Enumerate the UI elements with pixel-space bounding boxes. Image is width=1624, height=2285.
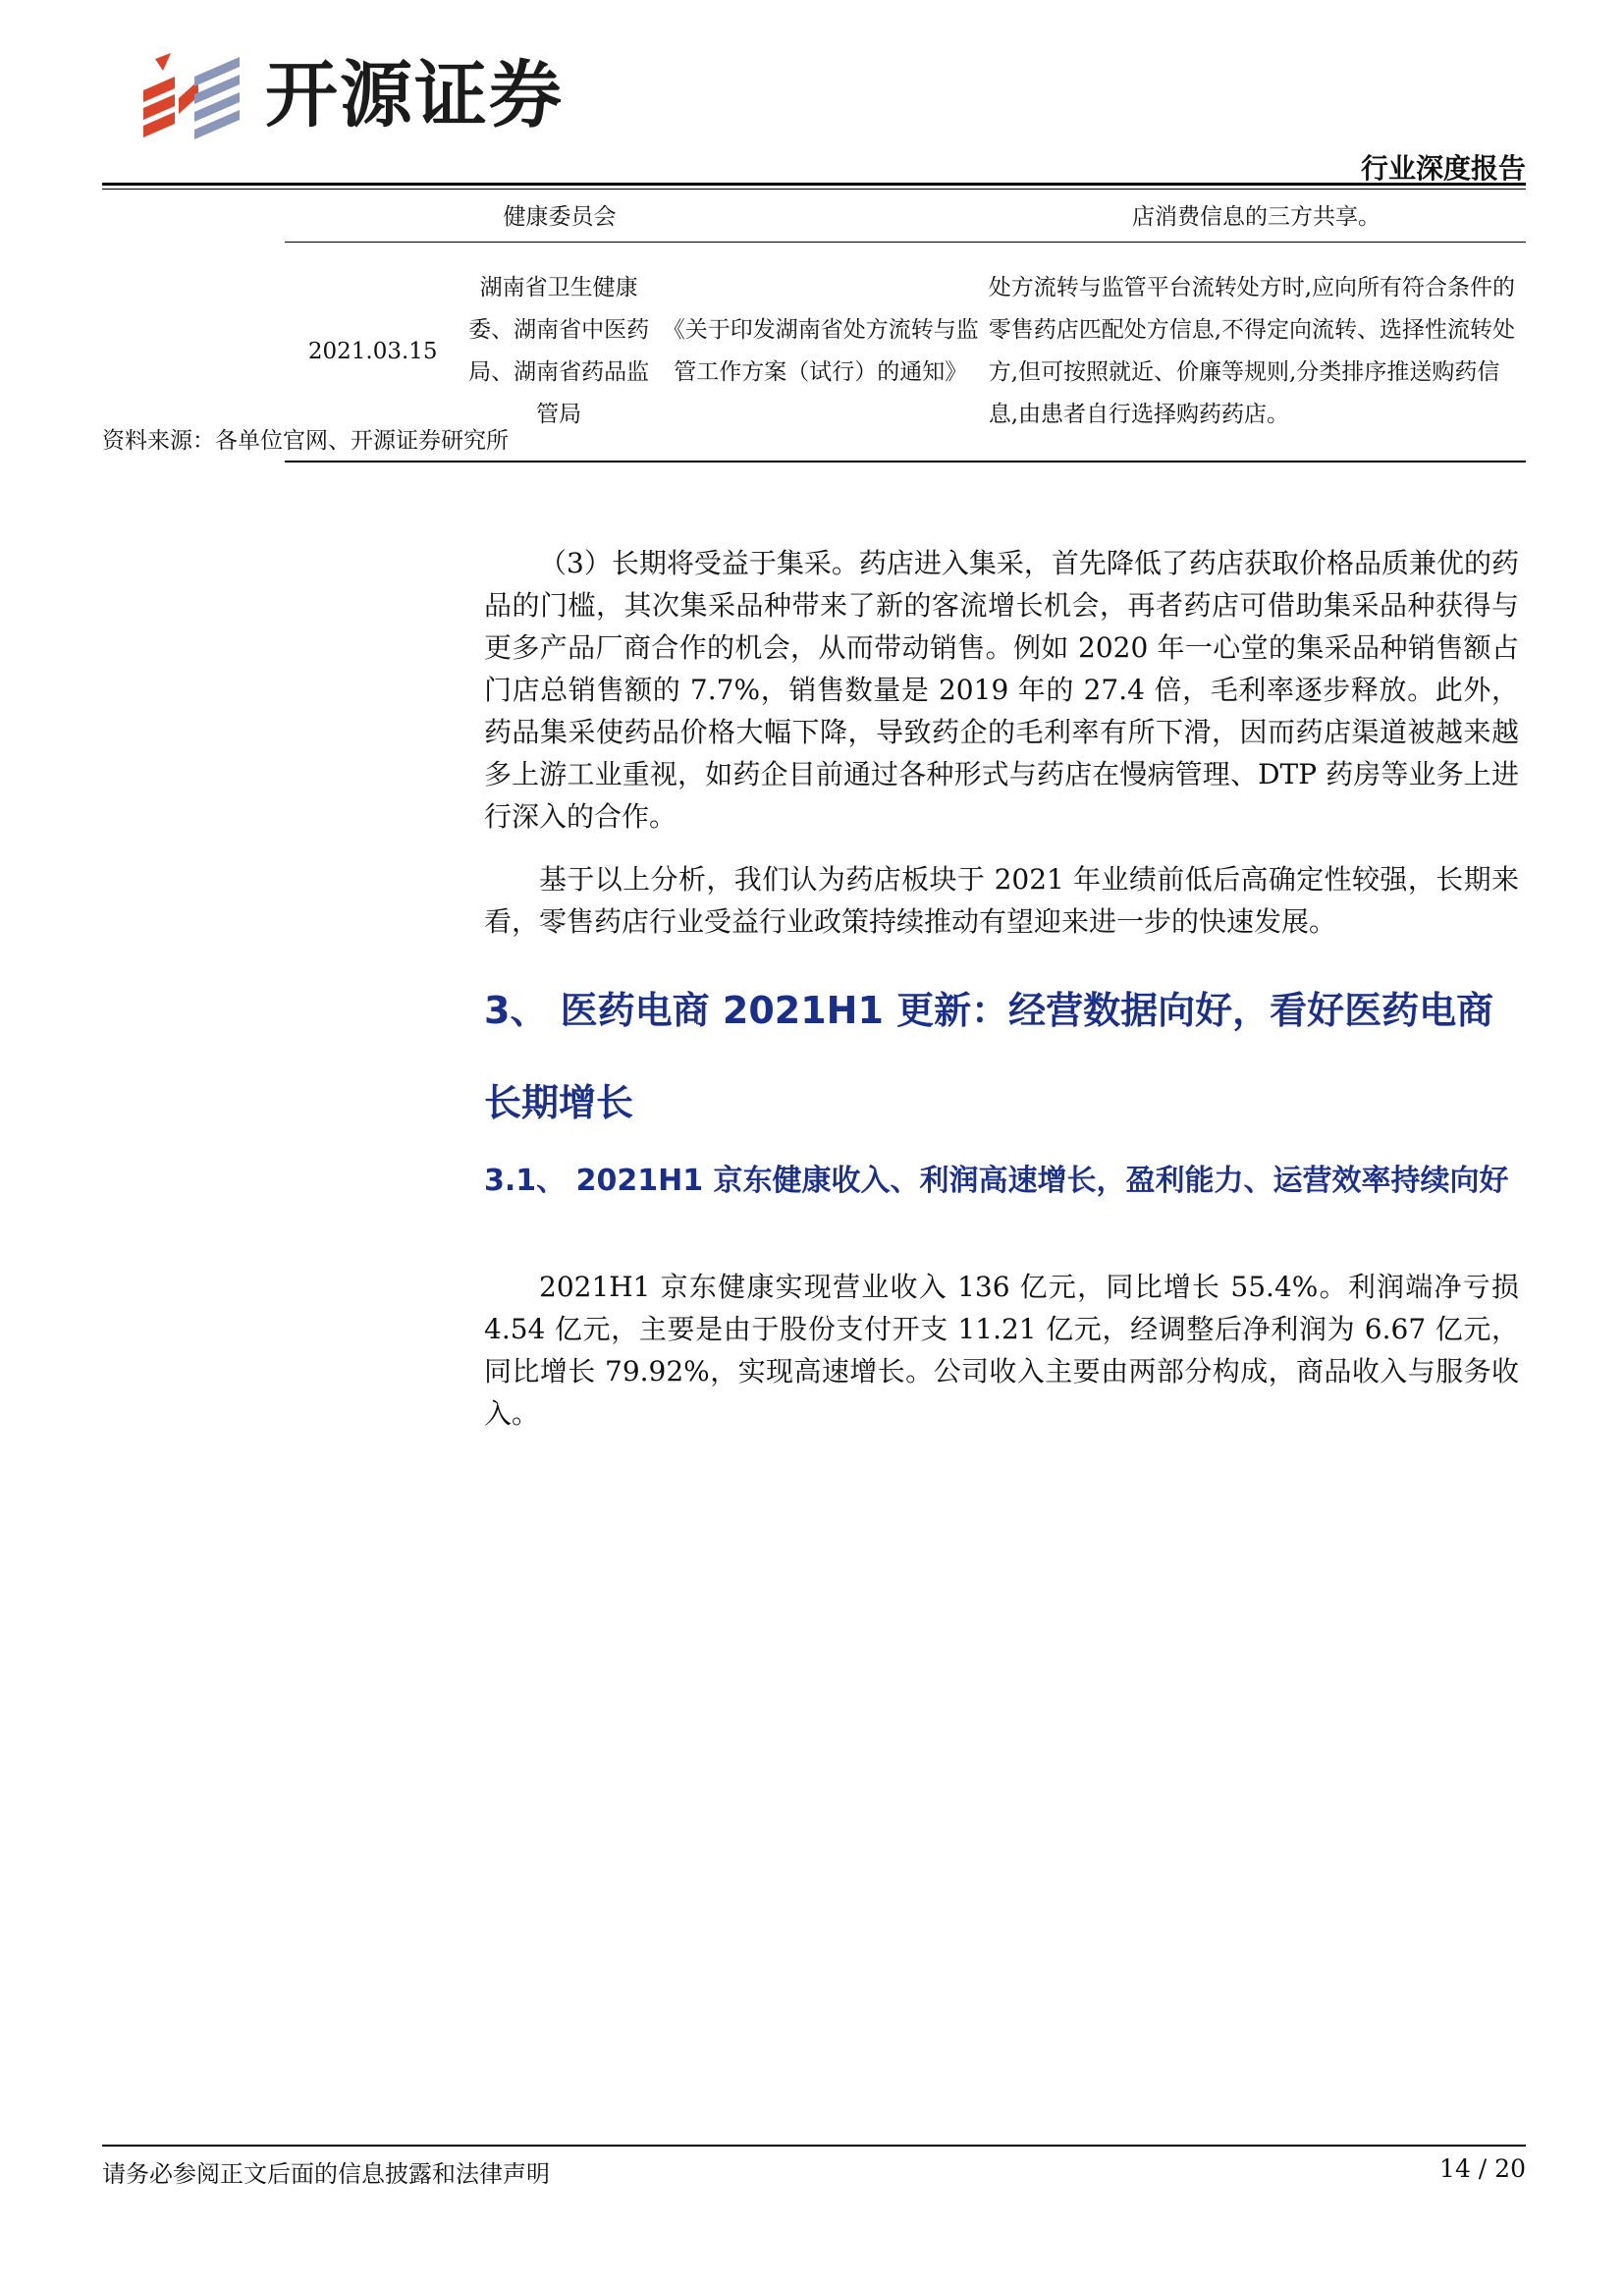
table-cell-document: 《关于印发湖南省处方流转与监管工作方案（试行）的通知》 bbox=[662, 317, 979, 385]
brand-name: 开源证券 bbox=[265, 53, 564, 137]
section-heading-3-1: 3.1、 2021H1 京东健康收入、利润高速增长，盈利能力、运营效率持续向好 bbox=[484, 1164, 1509, 1198]
kaiyuan-logo-icon bbox=[135, 51, 253, 145]
footer-disclaimer: 请务必参阅正文后面的信息披露和法律声明 bbox=[102, 2160, 550, 2188]
paragraph-jd-health: 2021H1 京东健康实现营业收入 136 亿元，同比增长 55.4%。利润端净亏损 4.54 亿元，主要是由于股份支付开支 11.21 亿元，经调整后净利润为 6.67 亿元，同比增长 79.92%，实现高速增长。公司收入主要由两部分构成，商品收入与服务收入。 bbox=[484, 1271, 1519, 1430]
header-rule-thick bbox=[102, 183, 1526, 186]
table-cell-document bbox=[658, 192, 987, 242]
table-source-note: 资料来源：各单位官网、开源证券研究所 bbox=[102, 428, 509, 454]
paragraph-collective-procurement: （3）长期将受益于集采。药店进入集采，首先降低了药店获取价格品质兼优的药品的门槛，其次集采品种带来了新的客流增长机会，再者药店可借助集采品种获得与更多产品厂商合作的机会，从而带动销售。例如 2020 年一心堂的集采品种销售额占门店总销售额的 7.7%，销售数量是 2019 年的 27.4 倍，毛利率逐步释放。此外，药品集采使药品价格大幅下降，导致药企的毛利率有所下滑，因而药店渠道被越来越多上游工业重视，如药企目前通过各种形式与药店在慢病管理、DTP 药房等业务上进行深入的合作。 bbox=[484, 547, 1519, 833]
table-cell-content: 处方流转与监管平台流转处方时,应向所有符合条件的零售药店匹配处方信息,不得定向流转、选择性流转处方,但可按照就近、价廉等规则,分类排序推送购药信息,由患者自行选择购药药店。 bbox=[988, 275, 1516, 427]
table-cell-date bbox=[285, 192, 461, 242]
table-row bbox=[285, 192, 1526, 243]
paragraph-conclusion: 基于以上分析，我们认为药店板块于 2021 年业绩前低后高确定性较强，长期来看，零售药店行业受益行业政策持续推动有望迎来进一步的快速发展。 bbox=[484, 863, 1519, 938]
section-heading-3: 3、 医药电商 2021H1 更新：经营数据向好，看好医药电商长期增长 bbox=[484, 989, 1494, 1124]
table-cell-department: 湖南省卫生健康委、湖南省中医药局、湖南省药品监管局 bbox=[468, 275, 650, 427]
table-cell-date: 2021.03.15 bbox=[307, 338, 438, 364]
report-type: 行业深度报告 bbox=[1360, 152, 1526, 185]
footer-rule bbox=[102, 2145, 1526, 2147]
table-cell-department: 健康委员会 bbox=[503, 203, 617, 230]
header-rule-thin bbox=[102, 189, 1526, 190]
page-number: 14 / 20 bbox=[1439, 2154, 1526, 2183]
table-cell-content: 店消费信息的三方共享。 bbox=[1132, 203, 1380, 230]
